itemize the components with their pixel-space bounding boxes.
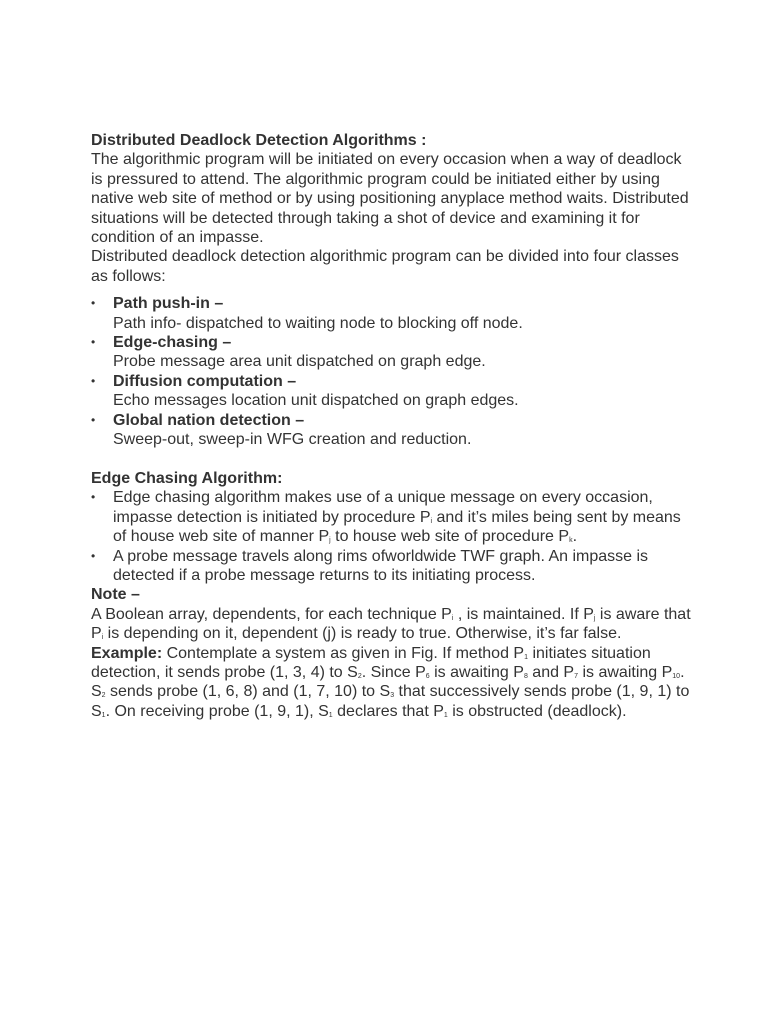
- class-title: Diffusion computation –: [113, 372, 297, 390]
- text-run: sends probe (1, 6, 8) and (1, 7, 10) to S: [105, 683, 391, 701]
- intro-paragraph: The algorithmic program will be initiated on every occasion when a way of deadlock is pressured to attend. The algorithmic program could be initiated either by using native web site of method or by using positioning anyplace method waits. Distributed situations will be detected through taking a shot of device and examining it for condition of an impasse.: [91, 151, 689, 247]
- document-page: [91, 131, 691, 721]
- class-title: Global nation detection –: [113, 411, 305, 429]
- list-item: [91, 333, 691, 372]
- class-title: Path push-in –: [113, 295, 224, 313]
- subscript: 2: [101, 692, 106, 700]
- text-run: . Since P: [361, 663, 426, 681]
- note-paragraph: [91, 605, 691, 644]
- class-description: Probe message area unit dispatched on graph edge.: [113, 353, 486, 371]
- example-label: Example:: [91, 644, 163, 662]
- text-run: is awaiting P: [578, 663, 673, 681]
- text-run: is aware that P: [91, 605, 691, 643]
- text-run: initiates situation detection, it sends probe (1, 3, 4) to S: [91, 644, 651, 681]
- list-item: [91, 488, 691, 546]
- example-paragraph: [91, 644, 691, 722]
- subscript: i: [101, 634, 104, 642]
- subscript: 6: [425, 672, 430, 680]
- subscript: 1: [443, 711, 448, 719]
- text-run: that successively sends probe (1, 9, 1) to S: [91, 683, 690, 720]
- subscript: 1: [524, 653, 528, 661]
- classes-intro-paragraph: Distributed deadlock detection algorithmic program can be divided into four classes as follows:: [91, 248, 679, 285]
- subscript: 8: [523, 672, 528, 680]
- text-run: Contemplate a system as given in Fig. If method P: [162, 644, 525, 662]
- text-run: declares that P: [332, 702, 444, 720]
- subscript: i: [430, 517, 433, 525]
- text-run: . On receiving probe (1, 9, 1), S: [105, 702, 329, 720]
- text-run: , is maintained. If P: [453, 605, 594, 623]
- text-run: and P: [527, 663, 575, 681]
- edge-chasing-list: [91, 488, 691, 585]
- subscript: 2: [357, 672, 362, 680]
- text-run: is depending on it, dependent (j) is ready to true. Otherwise, it’s far false.: [103, 625, 622, 643]
- text-run: is obstructed (deadlock).: [447, 702, 627, 720]
- classes-list: [91, 294, 691, 449]
- edge-chasing-heading: Edge Chasing Algorithm:: [91, 469, 283, 487]
- text-run: A Boolean array, dependents, for each technique P: [91, 605, 452, 623]
- subscript: 3: [390, 692, 395, 700]
- text-run: to house web site of procedure P: [330, 528, 570, 546]
- subscript: j: [329, 537, 331, 545]
- list-item: [91, 294, 691, 333]
- text-run: .: [572, 528, 578, 546]
- class-title: Edge-chasing –: [113, 334, 232, 352]
- spacer: [91, 450, 691, 469]
- page-title: Distributed Deadlock Detection Algorithms :: [91, 132, 427, 149]
- note-label: Note –: [91, 586, 140, 604]
- subscript: k: [569, 537, 573, 545]
- text-run: . S: [91, 663, 685, 701]
- text-run: and it’s miles being sent by means of house web site of manner P: [113, 508, 681, 546]
- text-run: is awaiting P: [429, 663, 524, 681]
- list-item: [91, 372, 691, 411]
- subscript: j: [593, 614, 596, 622]
- list-item: [91, 547, 691, 586]
- list-item: [91, 411, 691, 450]
- subscript: 7: [574, 672, 579, 680]
- class-description: Path info- dispatched to waiting node to blocking off node.: [113, 314, 523, 332]
- subscript: 1: [101, 711, 106, 719]
- class-description: Echo messages location unit dispatched on graph edges.: [113, 392, 519, 410]
- text-run: A probe message travels along rims ofworldwide TWF graph. An impasse is detected if a probe message returns to its initiating process.: [113, 547, 649, 584]
- class-description: Sweep-out, sweep-in WFG creation and reduction.: [113, 431, 472, 449]
- subscript: 10: [672, 672, 681, 680]
- subscript: 1: [328, 711, 333, 719]
- subscript: i: [451, 614, 454, 622]
- text-run: Edge chasing algorithm makes use of a unique message on every occasion, impasse detection is initiated by procedure P: [113, 489, 653, 526]
